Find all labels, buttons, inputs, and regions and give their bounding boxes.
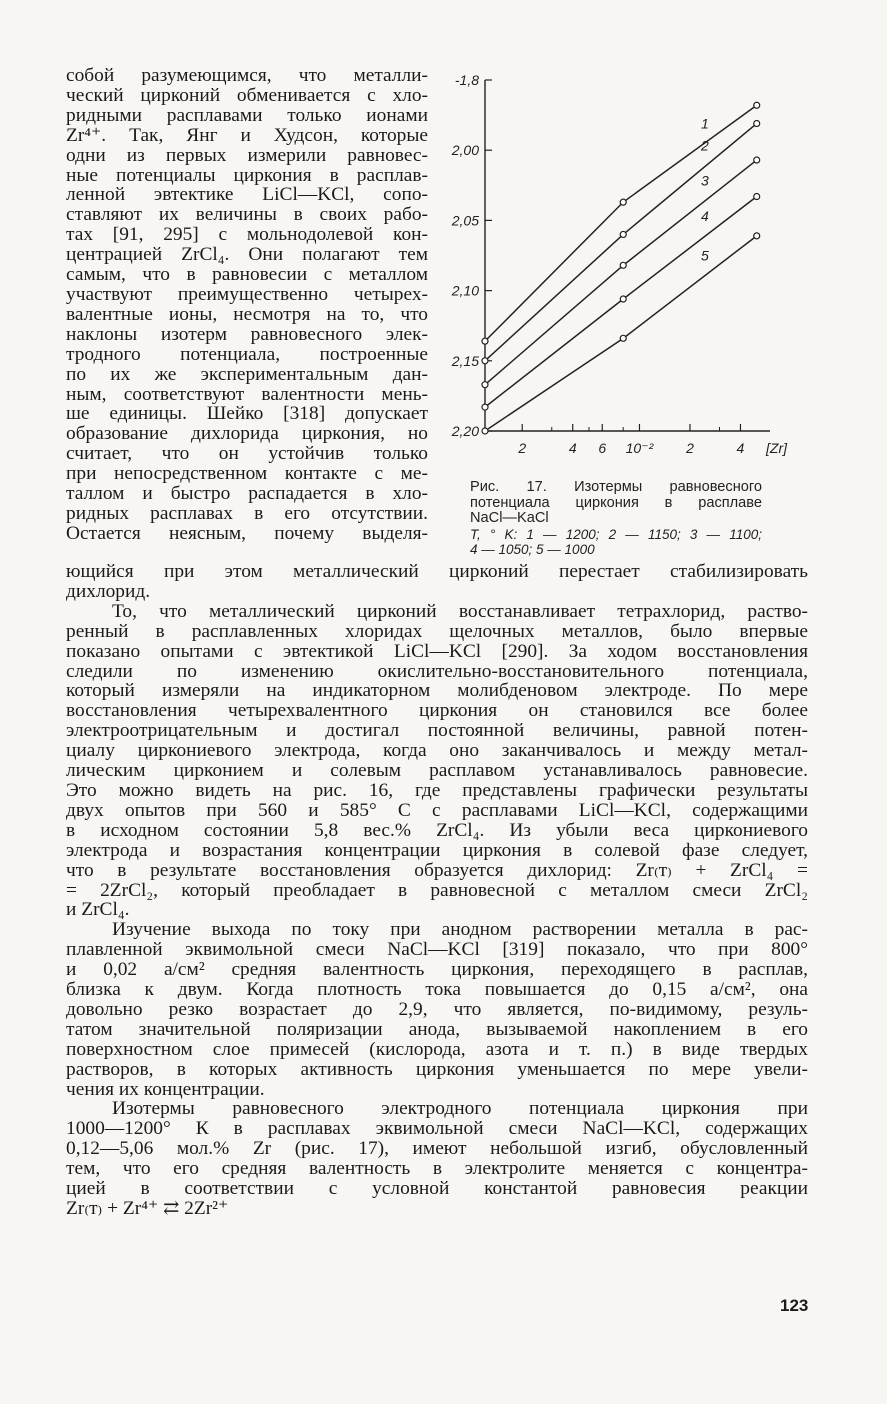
- left-text-line: Zr⁴⁺. Так, Янг и Худсон, которые: [66, 124, 428, 146]
- main-text: [66, 562, 808, 1219]
- left-text-line: ридными расплавами только ионами: [66, 104, 428, 126]
- isotherm-chart: [440, 66, 800, 466]
- series-line-3: [485, 160, 757, 385]
- x-tick-label: 4: [736, 440, 745, 456]
- main-text-line: восстановления четырехвалентного циркония он становился все более: [66, 700, 808, 722]
- y-tick-label: 2,20: [451, 423, 479, 439]
- main-text-line: 1000—1200° К в расплавах эквимольной смеси NaCl—KCl, содержащих: [66, 1118, 808, 1140]
- main-text-line: следили по изменению окислительно-восстановительного потенциала,: [66, 660, 808, 682]
- main-text-line: = 2ZrCl₂, который преобладает в равновесной с металлом смеси ZrCl₂: [66, 879, 808, 901]
- series-point-3: [482, 382, 488, 388]
- series-point-3: [754, 157, 760, 163]
- left-text-line: тах [91, 295] с мольнодолевой кон-: [66, 224, 428, 246]
- x-tick-label: 2: [686, 440, 694, 456]
- main-text-line: довольно резко возрастает до 2,9, что является, по-видимому, резуль-: [66, 998, 808, 1020]
- x-tick-label: 2: [518, 440, 527, 456]
- series-line-1: [485, 105, 757, 341]
- left-text-line: валентные ионы, несмотря на то, что: [66, 303, 428, 325]
- series-point-1: [482, 338, 488, 344]
- figure-caption: [470, 480, 762, 558]
- main-text-line: двух опытов при 560 и 585° С с расплавами LiCl—KCl, содержащими: [66, 799, 808, 821]
- y-tick-label: 2,15: [451, 352, 479, 369]
- y-tick-label: 2,10: [451, 282, 479, 299]
- main-text-line: 0,12—5,06 мол.% Zr (рис. 17), имеют небольшой изгиб, обусловленный: [66, 1138, 808, 1160]
- left-text-line: одни из первых измерили равновес-: [66, 144, 428, 166]
- series-point-5: [482, 428, 488, 434]
- main-text-line: циалу циркониевого электрода, когда оно заканчивалось и между метал-: [66, 740, 808, 762]
- x-tick-label: 10⁻²: [625, 440, 654, 456]
- left-text-line: образование дихлорида циркония, но: [66, 423, 428, 445]
- series-point-4: [482, 404, 488, 410]
- left-text-line: тродного потенциала, построенные: [66, 343, 428, 365]
- main-text-line: и ZrCl₄.: [66, 899, 130, 921]
- series-label-4: 4: [701, 208, 709, 225]
- main-text-line: который измеряли на индикаторном молибденовом электроде. По мере: [66, 680, 808, 702]
- main-text-line: дихлорид.: [66, 580, 151, 602]
- left-text-line: таллом и быстро распадается в хло-: [66, 483, 428, 505]
- main-text-line: показано опытами с эвтектикой LiCl—KCl [290]. За ходом восстановления: [66, 640, 808, 662]
- left-text-line: ным, соответствуют валентности мень-: [66, 383, 428, 405]
- main-text-line: тем, что его средняя валентность в электролите меняется с концентра-: [66, 1158, 808, 1180]
- left-text-line: участвуют преимущественно четырех-: [66, 283, 428, 305]
- series-point-2: [482, 358, 488, 364]
- left-text-line: самым, что в равновесии с металлом: [66, 264, 428, 286]
- series-point-5: [620, 335, 626, 341]
- main-text-line: Zr₍т₎ + Zr⁴⁺ ⇄ 2Zr²⁺: [66, 1198, 229, 1219]
- y-tick-label: -1,8: [454, 72, 479, 88]
- left-text-line: ше единицы. Шейко [318] допускает: [66, 403, 428, 425]
- left-text-line: считает, что он устойчив только: [66, 443, 428, 465]
- left-column-text: [66, 66, 428, 544]
- y-tick-label: 2,00: [451, 142, 479, 159]
- main-text-line: растворов, в которых активность циркония уменьшается по мере увели-: [66, 1058, 808, 1080]
- series-point-5: [754, 233, 760, 239]
- x-tick-label: 4: [568, 440, 577, 456]
- caption-legend-1: T, ° K: 1 — 1200; 2 — 1150; 3 — 1100;: [470, 526, 762, 542]
- series-point-2: [620, 231, 626, 237]
- series-point-4: [620, 296, 626, 302]
- series-label-3: 3: [701, 172, 709, 189]
- y-tick-label: 2,05: [451, 212, 479, 229]
- main-text-line: ющийся при этом металлический цирконий перестает стабилизировать: [66, 561, 808, 582]
- figure-17: [440, 66, 800, 466]
- left-text-line: Остается неясным, почему выделя-: [66, 522, 428, 544]
- left-text-line: собой разумеющимся, что металли-: [66, 65, 428, 86]
- main-text-line: ренный в расплавленных хлоридах щелочных металлов, было впервые: [66, 620, 808, 642]
- series-point-3: [620, 262, 626, 268]
- main-text-line: что в результате восстановления образуется дихлорид: Zr₍т₎ + ZrCl₄ =: [66, 859, 808, 881]
- left-text-line: ленной эвтектике LiCl—KCl, сопо-: [66, 184, 428, 206]
- series-point-4: [754, 194, 760, 200]
- series-label-2: 2: [701, 137, 709, 154]
- left-text-line: центрацией ZrCl₄. Они полагают тем: [66, 244, 428, 266]
- caption-legend-2: 4 — 1050; 5 — 1000: [470, 542, 595, 558]
- main-text-line: электроотрицательным и достигал постоянной величины, равной потен-: [66, 720, 808, 742]
- series-point-1: [620, 199, 626, 205]
- main-text-line: поверхностном слое примесей (кислорода, азота и т. п.) в виде твердых: [66, 1038, 808, 1060]
- caption-line-2: потенциала циркония в расплаве: [470, 494, 762, 511]
- left-text-line: по их же экспериментальным дан-: [66, 363, 428, 385]
- main-text-line: чения их концентрации.: [66, 1078, 265, 1100]
- series-label-5: 5: [701, 247, 709, 264]
- main-text-line: электрода и возрастания концентрации циркония в солевой фазе следует,: [66, 839, 808, 861]
- left-text-line: при непосредственном контакте с ме-: [66, 463, 428, 485]
- main-text-line: близка к двум. Когда плотность тока повышается до 0,15 а/см², она: [66, 979, 808, 1001]
- page-number: 123: [780, 1296, 809, 1315]
- main-text-line: и 0,02 а/см² средняя валентность циркония, переходящего в расплав,: [66, 959, 808, 981]
- series-line-2: [485, 124, 757, 361]
- main-text-line: Изучение выхода по току при анодном растворении металла в рас-: [112, 919, 808, 941]
- main-text-line: цией в соответствии с условной константой равновесия реакции: [66, 1178, 808, 1200]
- series-line-4: [485, 197, 757, 408]
- main-text-line: в исходном состоянии 5,8 вес.% ZrCl₄. Из убыли веса циркониевого: [66, 819, 808, 841]
- series-point-1: [754, 102, 760, 108]
- series-point-2: [754, 121, 760, 127]
- x-axis-label: [Zr]: [766, 440, 787, 456]
- main-text-line: Изотермы равновесного электродного потенциала циркония при: [112, 1098, 808, 1120]
- left-text-line: наклоны изотерм равновесного элек-: [66, 323, 428, 345]
- x-tick-label: 6: [598, 440, 607, 456]
- left-text-line: ставляют их величины в своих рабо-: [66, 204, 428, 226]
- main-text-line: То, что металлический цирконий восстанавливает тетрахлорид, раство-: [112, 600, 808, 622]
- left-text-line: ческий цирконий обменивается с хло-: [66, 84, 428, 106]
- left-text-line: ные потенциалы циркония в расплав-: [66, 164, 428, 186]
- caption-line-3: NaCl—KaCl: [470, 510, 549, 527]
- main-text-line: татом значительной поляризации анода, вызываемой накоплением в его: [66, 1018, 808, 1040]
- left-text-line: ридных расплавах в его отсутствии.: [66, 502, 428, 524]
- main-text-line: Это можно видеть на рис. 16, где представлены графически результаты: [66, 779, 808, 801]
- caption-line-1: Рис. 17. Изотермы равновесного: [470, 479, 762, 495]
- series-label-1: 1: [701, 115, 709, 132]
- main-text-line: плавленной эквимольной смеси NaCl—KCl [319] показало, что при 800°: [66, 939, 808, 961]
- main-text-line: лическим цирконием и солевым расплавом устанавливалось равновесие.: [66, 760, 808, 782]
